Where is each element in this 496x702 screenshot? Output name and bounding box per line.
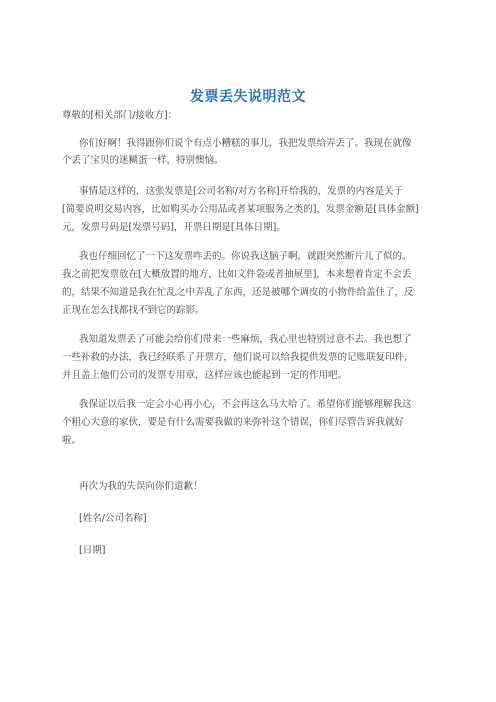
paragraph-3-line-4: 正现在怎么找都找不到它的踪影。 bbox=[62, 305, 205, 316]
closing-line: 再次为我的失误向你们道歉！ bbox=[79, 481, 203, 492]
paragraph-5-line-3: 啦。 bbox=[62, 435, 82, 446]
paragraph-5-line-2: 个粗心大意的家伙，要是有什么需要我做的来弥补这个错误，你们尽管告诉我就好 bbox=[62, 417, 405, 428]
paragraph-5-line-1: 我保证以后我一定会小心再小心，不会再这么马大哈了。希望你们能够理解我这 bbox=[79, 399, 412, 410]
paragraph-4-line-2: 一些补救的办法，我已经联系了开票方，他们说可以给我提供发票的记账联复印件， bbox=[62, 352, 414, 363]
paragraph-2-line-1: 事情是这样的，这张发票是[公司名称/对方名称]开给我的，发票的内容是关于 bbox=[79, 186, 404, 197]
paragraph-3-line-2: 我之前把发票放在[大概放置的地方，比如文件袋或者抽屉里]，本来想着肯定不会丢 bbox=[62, 269, 412, 280]
date: [日期] bbox=[79, 545, 106, 556]
page-title: 发票丢失说明范文 bbox=[190, 89, 306, 105]
paragraph-2-line-2: [简要说明交易内容，比如购买办公用品或者某项服务之类的]，发票金额是[具体金额] bbox=[62, 204, 419, 215]
paragraph-2-line-3: 元，发票号码是[发票号码]，开票日期是[具体日期]。 bbox=[62, 222, 286, 233]
signature: [姓名/公司名称] bbox=[79, 513, 147, 524]
paragraph-1-line-2: 个丢了宝贝的迷糊蛋一样，特别懊恼。 bbox=[62, 155, 224, 166]
salutation: 尊敬的[相关部门/接收方]： bbox=[62, 110, 178, 121]
paragraph-3-line-3: 的，结果不知道是我在忙乱之中弄乱了东西，还是被哪个调皮的小物件给盖住了，反 bbox=[62, 287, 414, 298]
paragraph-3-line-1: 我也仔细回忆了一下这发票咋丢的。你说我这脑子啊，就跟突然断片儿了似的。 bbox=[79, 251, 412, 262]
paragraph-4-line-3: 并且盖上他们公司的发票专用章，这样应该也能起到一定的作用吧。 bbox=[62, 370, 348, 381]
paragraph-4-line-1: 我知道发票丢了可能会给你们带来一些麻烦，我心里也特别过意不去。我也想了 bbox=[79, 334, 412, 345]
paragraph-1-line-1: 你们好啊！我得跟你们说个有点小糟糕的事儿，我把发票给弄丢了。我现在就像 bbox=[79, 138, 412, 149]
